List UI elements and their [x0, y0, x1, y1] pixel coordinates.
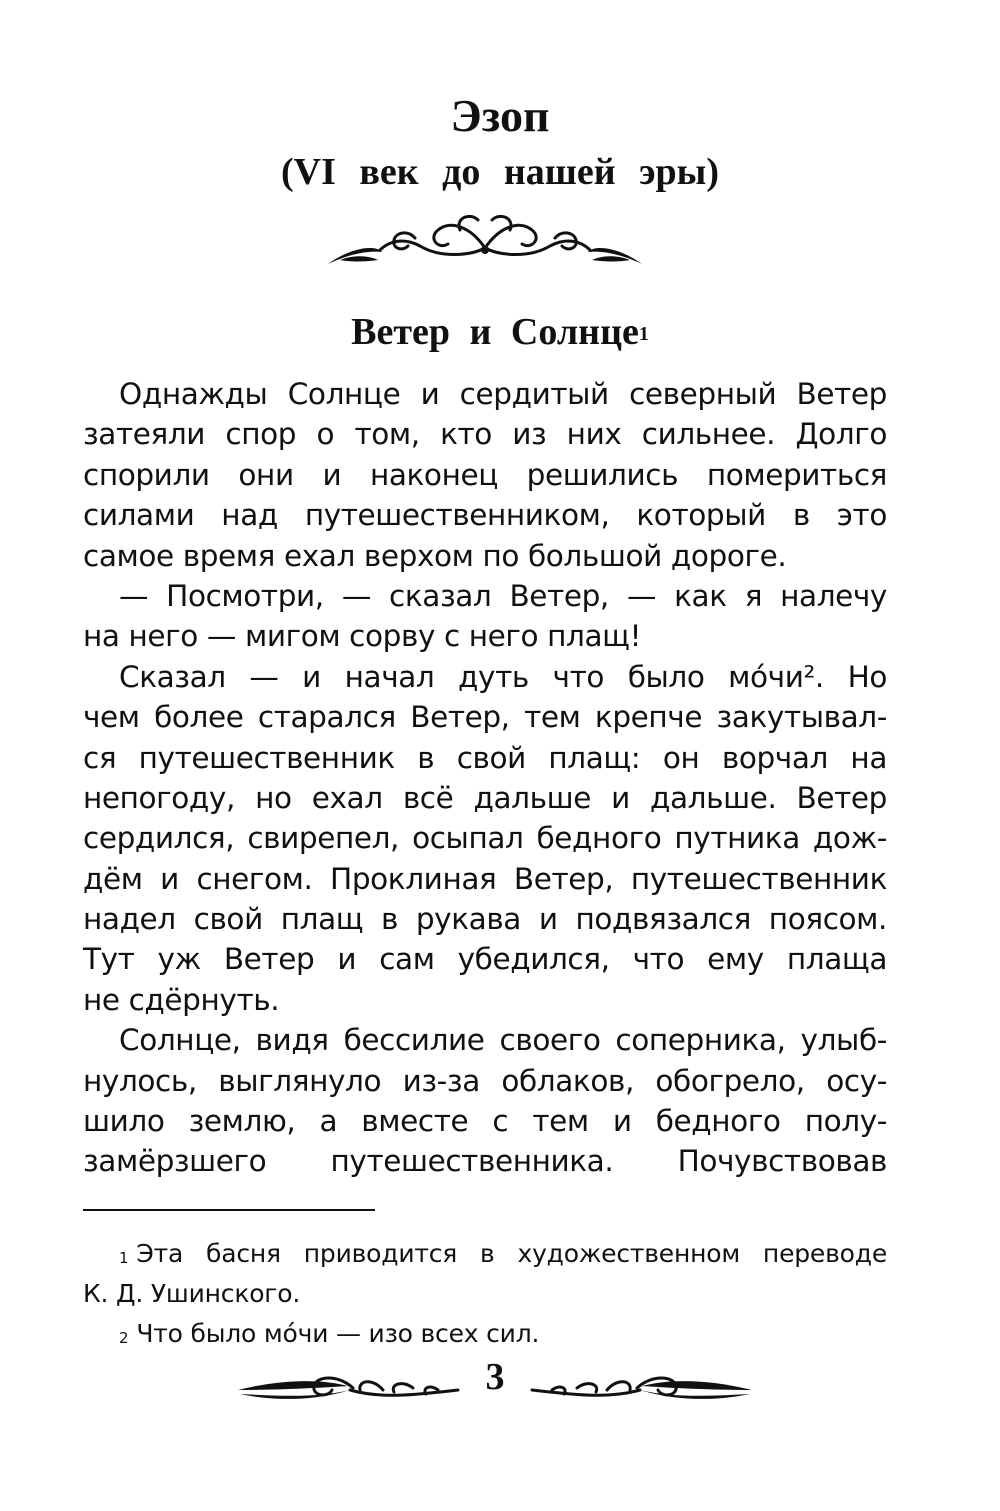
author-title: Эзоп: [450, 90, 550, 141]
text-line: затеяли спор о том, кто из них сильнее. Долго: [83, 417, 887, 452]
text-line: дём и снегом. Проклиная Ветер, путешественник: [83, 861, 887, 896]
text-line: непогоду, но ехал всё дальше и дальше. Ветер: [83, 780, 887, 815]
footnote-separator: [83, 1209, 375, 1211]
footnote-2-number: 2: [119, 1329, 129, 1347]
text-line: чем более старался Ветер, тем крепче закутывал-: [83, 700, 887, 735]
footnote-ref-1: 1: [638, 323, 649, 345]
text-line: Однажды Солнце и сердитый северный Ветер: [119, 377, 887, 411]
author-era-subtitle: (VI век до нашей эры): [280, 151, 719, 193]
text-line: Солнце, видя бессилие своего соперника, улыб-: [119, 1023, 887, 1058]
page-number: 3: [485, 1356, 505, 1398]
footnotes: [83, 1234, 887, 1354]
footnote-2-line: [83, 1314, 887, 1354]
footnote-2-text: Что было мо́чи — изо всех сил.: [136, 1319, 540, 1348]
text-line: — Посмотри, — сказал Ветер, — как я налечу: [119, 578, 887, 613]
text-line: самое время ехал верхом по большой дороге.: [83, 538, 787, 573]
text-line: ся путешественник в свой плащ: он ворчал на: [83, 740, 887, 775]
text-line: спорили они и наконец решились помериться: [83, 457, 887, 492]
text-line: нулось, выглянуло из-за облаков, обогрело, осу-: [83, 1063, 887, 1098]
footnote-1-number: 1: [119, 1249, 129, 1267]
fable-title: [0, 308, 1000, 356]
text-line: надел свой плащ в рукава и подвязался поясом.: [83, 902, 887, 937]
text-line: замёрзшего путешественника. Почувствовав: [83, 1144, 887, 1179]
text-line: не сдёрнуть.: [83, 982, 280, 1017]
footer-flourish-right-icon: [530, 1360, 752, 1410]
footnote-1-continuation: К. Д. Ушинского.: [83, 1279, 301, 1308]
text-line: Сказал — и начал дуть что было мо́чи². Но: [119, 659, 887, 694]
fable-text: [83, 374, 887, 1182]
text-line: шило землю, а вместе с тем и бедного полу-: [83, 1104, 887, 1139]
text-line: силами над путешественником, который в это: [83, 498, 887, 533]
fable-title-text: Ветер и Солнце: [351, 311, 639, 353]
footnote-1-line: [83, 1234, 887, 1274]
footnote-1-text: Эта басня приводится в художественном переводе: [136, 1239, 887, 1268]
text-line: Тут уж Ветер и сам убедился, что ему плаща: [83, 942, 887, 977]
ornament-flourish-icon: [320, 208, 650, 272]
text-line: сердился, свирепел, осыпал бедного путника дож-: [83, 821, 887, 856]
text-line: на него — мигом сорву с него плащ!: [83, 619, 641, 654]
footer-flourish-left-icon: [238, 1360, 460, 1410]
